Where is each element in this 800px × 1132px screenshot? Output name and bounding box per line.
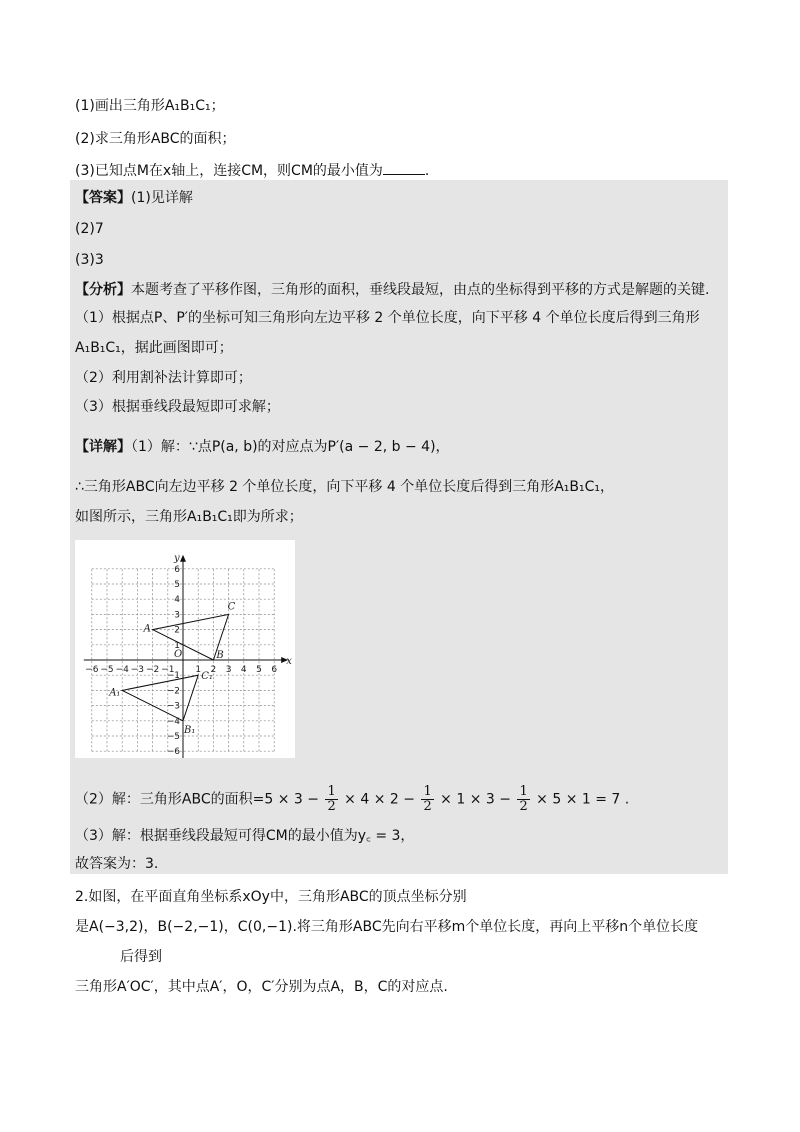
x-axis-label: x (286, 656, 292, 667)
answer-blank (383, 160, 425, 175)
answer-line (75, 188, 193, 208)
x-tick-label: −1 (161, 665, 175, 675)
x-tick-label: −5 (100, 665, 114, 675)
x-tick-label: 5 (256, 665, 262, 675)
y-tick-label: −6 (166, 747, 180, 758)
detail-step-3: 如图所示，三角形A₁B₁C₁即为所求； (75, 509, 303, 525)
y-axis-label: y (174, 552, 180, 564)
x-tick-label: 6 (271, 665, 278, 675)
question-3-text: (3)已知点M在x轴上，连接CM，则CM的最小值为 (75, 163, 383, 179)
x-tick-label: 1 (195, 665, 202, 675)
vertex-label: B (216, 650, 224, 661)
y-tick-label: −2 (166, 686, 180, 697)
analysis-step-1b: A₁B₁C₁，据此画图即可； (75, 340, 233, 356)
problem-2-line-3: 后得到 (120, 949, 162, 965)
vertex-label: B₁ (184, 724, 196, 736)
x-tick-label: −3 (130, 665, 145, 675)
vertex-label: C₁ (201, 671, 213, 683)
fraction-denominator: 2 (327, 799, 336, 814)
analysis-line (75, 280, 709, 300)
fraction-numerator: 1 (519, 784, 528, 799)
fraction-denominator: 2 (519, 799, 528, 814)
fraction-half-3 (517, 785, 529, 814)
fraction-half-2 (421, 785, 433, 814)
answer-3: (3)3 (75, 252, 104, 268)
problem-2-line-4: 三角形A′OC′，其中点A′，O，C′分别为点A，B，C的对应点. (75, 979, 448, 995)
y-tick-label: −4 (166, 716, 180, 727)
x-tick-label: −4 (115, 665, 129, 675)
x-tick-label: 4 (240, 665, 247, 675)
answer-label: 【答案】 (75, 190, 131, 206)
detail-step-6: 故答案为：3. (75, 856, 159, 872)
detail-step-2: ∴三角形ABC向左边平移 2 个单位长度，向下平移 4 个单位长度后得到三角形A₁B₁C₁， (75, 479, 615, 495)
vertex-label: A₁ (109, 687, 121, 699)
detail-step-5: （3）解：根据垂线段最短可得CM的最小值为y꜀ = 3， (75, 828, 415, 844)
y-tick-label: −3 (166, 701, 180, 712)
y-axis-arrow (180, 555, 186, 562)
coordinate-plane (75, 540, 295, 758)
x-tick-label: 3 (225, 665, 232, 675)
coordinate-figure (75, 540, 295, 758)
fraction-denominator: 2 (423, 799, 432, 814)
area-term-3: × 5 × 1 = 7 . (536, 791, 630, 808)
y-tick-label: 5 (174, 580, 180, 590)
fraction-numerator: 1 (423, 784, 432, 799)
detail-label: 【详解】 (75, 439, 131, 455)
y-tick-label: −5 (166, 732, 180, 742)
vertex-label: A (143, 623, 151, 635)
fraction-half-1 (325, 785, 337, 814)
x-tick-label: −2 (145, 665, 160, 675)
detail-line (75, 437, 450, 457)
detail-step-4 (75, 785, 629, 814)
answer-1: (1)见详解 (131, 190, 193, 206)
fraction-numerator: 1 (327, 784, 336, 799)
area-term-2: × 1 × 3 − (440, 791, 511, 808)
problem-2-line-1: 2.如图，在平面直角坐标系xOy中，三角形ABC的顶点坐标分别 (75, 889, 467, 905)
x-tick-label: −6 (85, 665, 99, 675)
y-tick-label: 3 (174, 610, 180, 621)
y-tick-label: 4 (174, 595, 180, 606)
problem-2-line-2: 是A(−3,2)，B(−2,−1)，C(0,−1).将三角形ABC先向右平移m个单位长度，再向上平移n个单位长度 (75, 919, 699, 935)
analysis-label: 【分析】 (75, 282, 131, 298)
y-tick-label: 2 (174, 625, 180, 636)
question-1: (1)画出三角形A₁B₁C₁； (75, 98, 225, 114)
analysis-step-1a: （1）根据点P、P′的坐标可知三角形向左边平移 2 个单位长度，向下平移 4 个单位长度后得到三角形 (75, 310, 700, 326)
question-3 (75, 160, 429, 181)
area-expression: （2）解：三角形ABC的面积=5 × 3 − (75, 791, 319, 808)
analysis-text: 本题考查了平移作图，三角形的面积，垂线段最短，由点的坐标得到平移的方式是解题的关键. (131, 282, 710, 298)
detail-step-1: （1）解：∵点P(a, b)的对应点为P′(a − 2, b − 4)， (131, 439, 450, 455)
analysis-step-2: （2）利用割补法计算即可； (75, 370, 252, 386)
area-term-1: × 4 × 2 − (344, 791, 415, 808)
y-tick-label: 6 (174, 564, 180, 575)
question-3-end: . (424, 163, 430, 179)
answer-2: (2)7 (75, 221, 104, 237)
y-tick-label: −1 (166, 671, 180, 682)
analysis-step-3: （3）根据垂线段最短即可求解； (75, 399, 280, 415)
origin-label: O (174, 649, 183, 660)
question-2: (2)求三角形ABC的面积； (75, 131, 236, 147)
vertex-label: C (227, 601, 236, 613)
triangle (122, 675, 198, 721)
x-tick-label: 2 (210, 665, 217, 675)
y-tick-label: 1 (174, 640, 180, 651)
